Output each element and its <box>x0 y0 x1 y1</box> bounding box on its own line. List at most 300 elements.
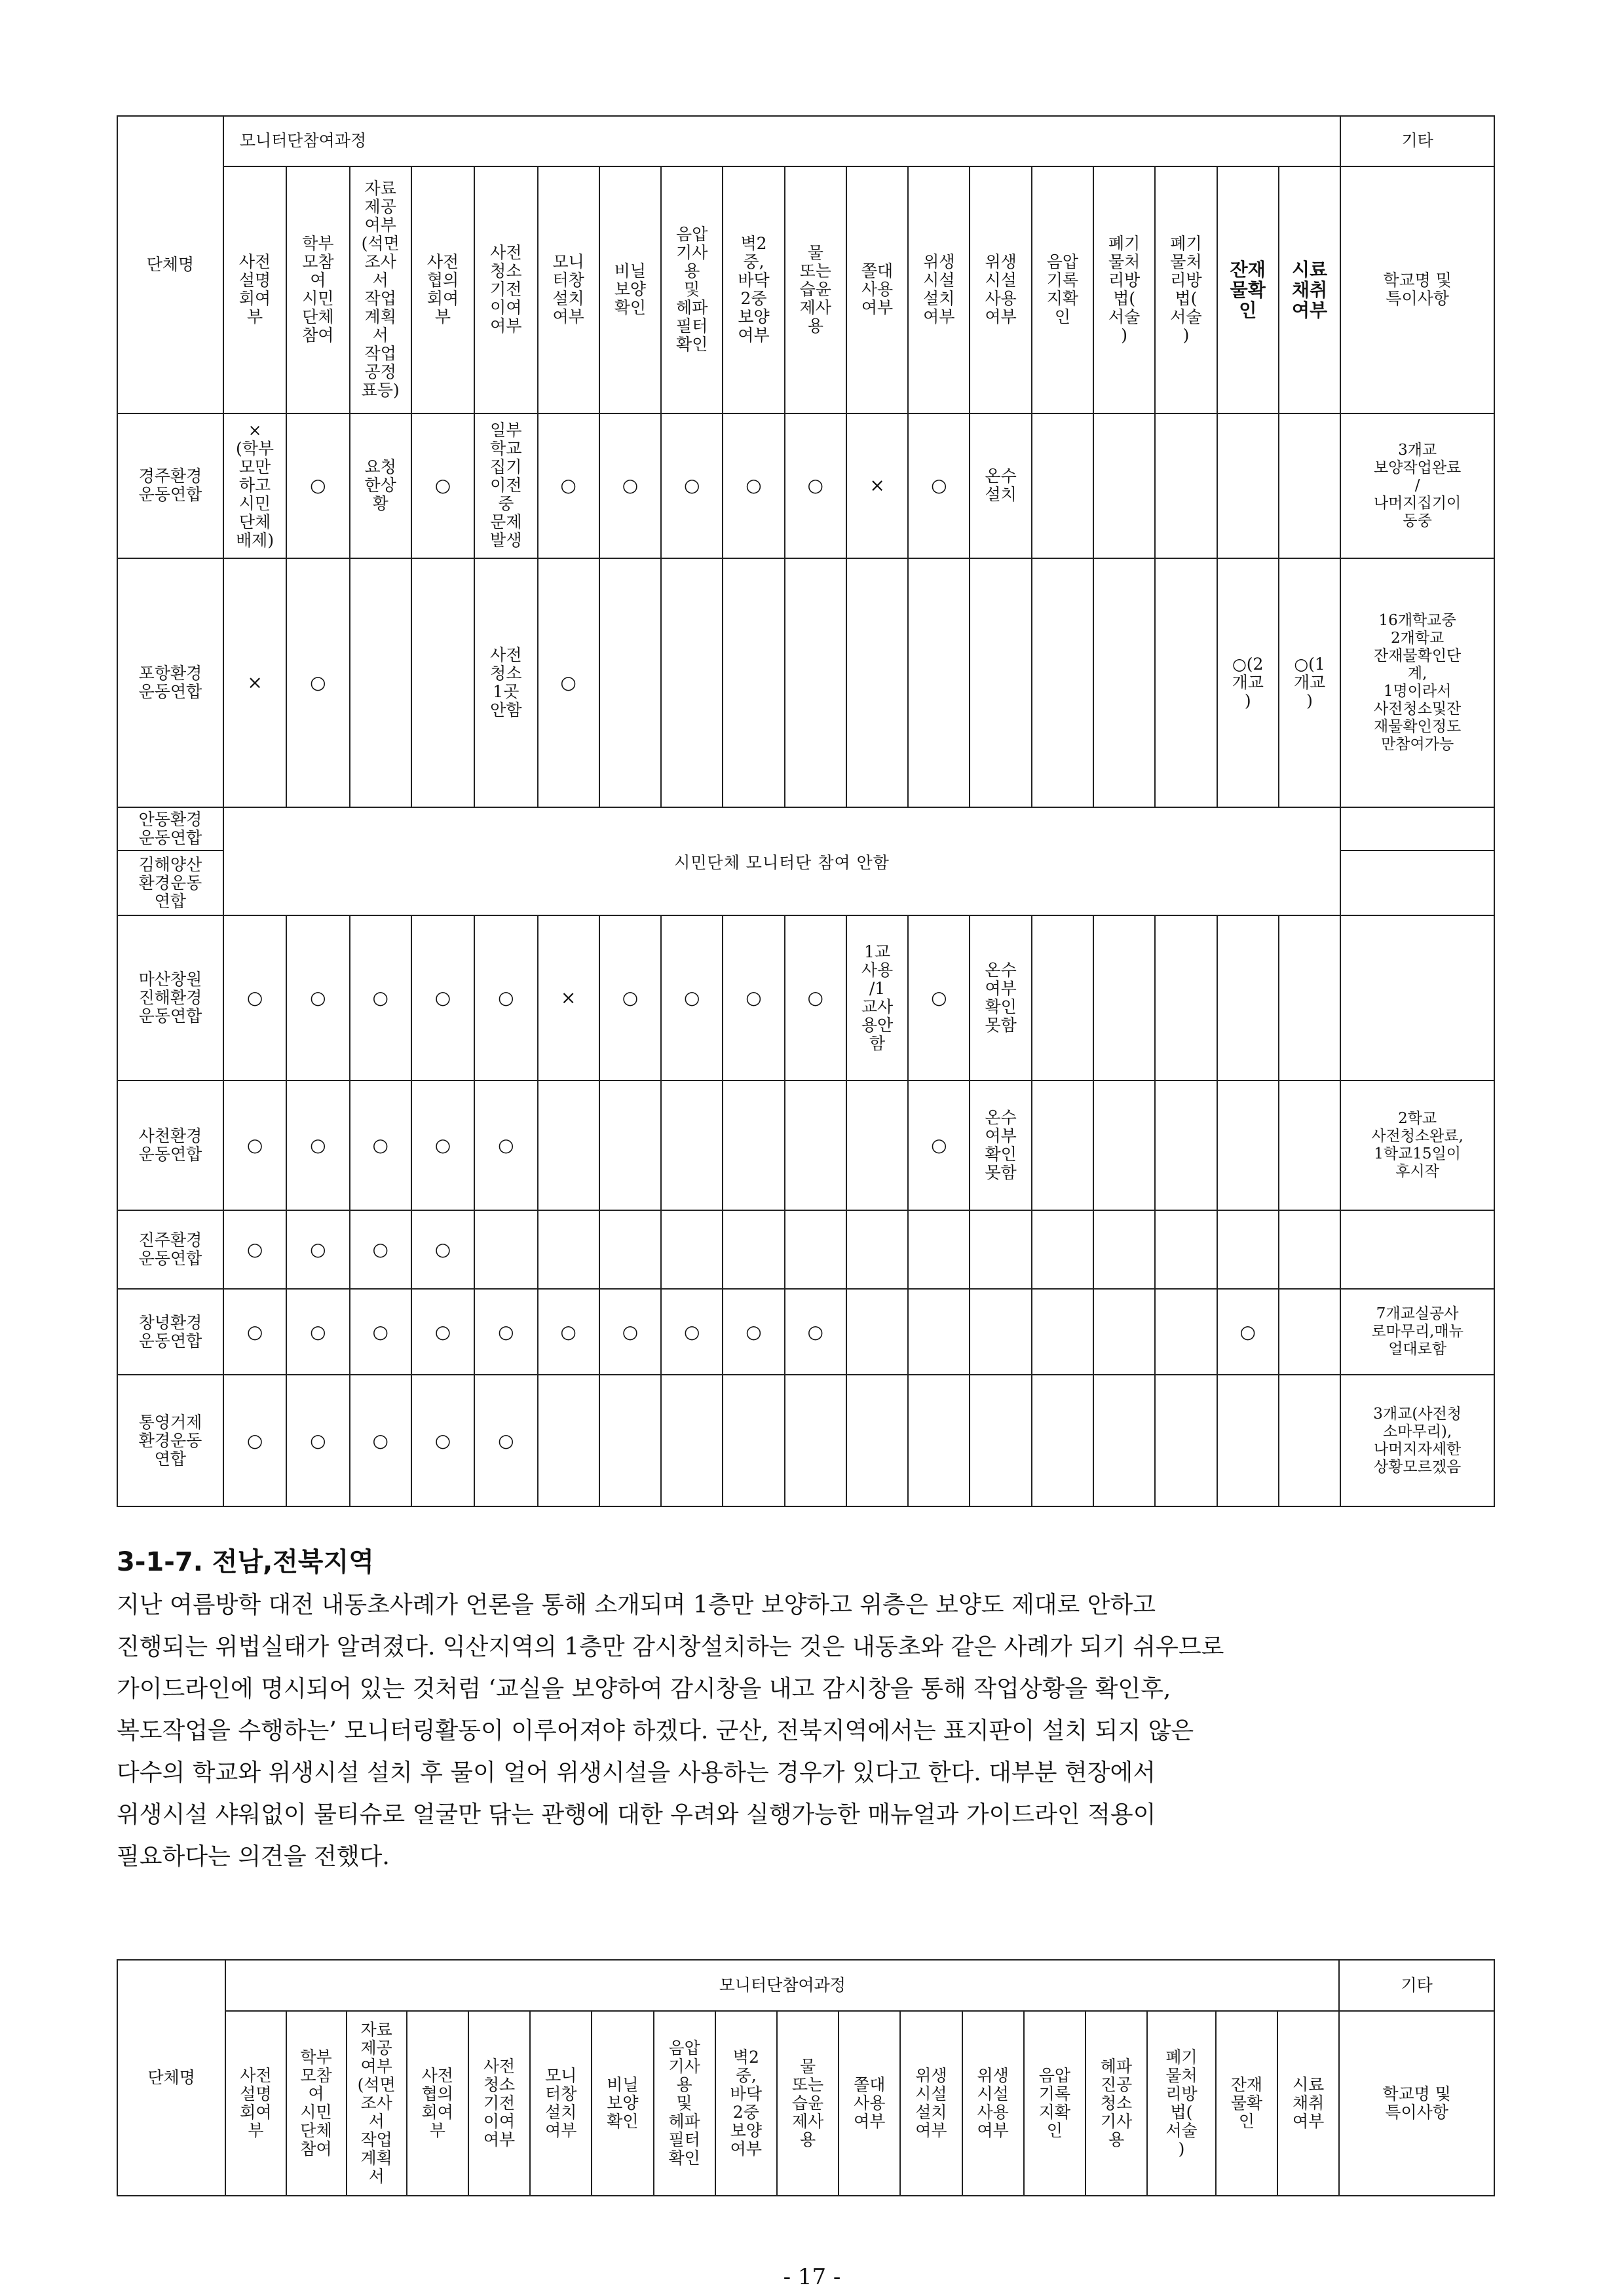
status-cell-text: ○ <box>746 474 762 497</box>
status-cell <box>723 1210 784 1289</box>
status-cell <box>1279 1289 1340 1375</box>
column-header-text: 사전 청소 기전 이여 여부 <box>490 243 522 336</box>
status-cell-text: ○ <box>246 1134 263 1156</box>
status-cell <box>1155 1210 1217 1289</box>
column-header <box>715 2011 777 2196</box>
column-header-text: 위생 시설 설치 여부 <box>923 252 955 327</box>
status-cell-text: ○ <box>746 987 762 1009</box>
status-cell-text: 사전 청소 1곳 안함 <box>490 645 522 719</box>
column-header <box>592 2011 653 2196</box>
org-name <box>117 1289 223 1375</box>
status-cell <box>908 1289 970 1375</box>
body-line: 필요하다는 의견을 전했다. <box>117 1843 390 1870</box>
etc-header-text: 기타 <box>1401 131 1433 151</box>
status-cell-text: ○ <box>310 1429 326 1451</box>
org-name <box>117 807 223 851</box>
column-header-text: 벽2 중, 바닥 2중 보양 여부 <box>730 2048 762 2158</box>
status-cell-text: ○ <box>683 987 700 1009</box>
status-cell <box>1155 1289 1217 1375</box>
status-cell <box>1217 1289 1279 1375</box>
status-cell <box>350 1081 411 1211</box>
org-name <box>117 915 223 1080</box>
status-cell <box>1217 1210 1279 1289</box>
status-cell <box>474 558 537 808</box>
status-cell-text: ○ <box>560 1320 576 1343</box>
status-cell <box>661 1375 723 1506</box>
body-line: 복도작업을 수행하는’ 모니터링활동이 이루어져야 하겠다. 군산, 전북지역에서는 표지판이 설치 되지 않은 <box>117 1717 1194 1744</box>
column-header-text: 비닐 보양 확인 <box>607 2075 639 2131</box>
column-header <box>1216 2011 1277 2196</box>
org-name <box>117 1081 223 1211</box>
status-cell <box>1217 413 1279 558</box>
header-row <box>117 1960 1494 2011</box>
note-cell <box>1340 1081 1494 1211</box>
status-cell-text: ○ <box>372 1429 388 1451</box>
column-header-text: 음압 기록 지확 인 <box>1046 252 1079 327</box>
status-cell <box>223 1289 286 1375</box>
group-header-text: 모니터단참여과정 <box>239 131 367 151</box>
column-header <box>350 166 411 413</box>
status-cell <box>1279 558 1340 808</box>
status-cell-text: ○ <box>807 1320 823 1343</box>
status-cell <box>785 413 846 558</box>
status-cell-text: ○ <box>434 1134 451 1156</box>
status-cell <box>350 1210 411 1289</box>
group-header <box>225 1960 1339 2011</box>
status-cell <box>474 1081 537 1211</box>
status-cell-text: 온수 여부 확인 못함 <box>985 961 1017 1035</box>
status-cell <box>785 915 846 1080</box>
status-cell-text: ○ <box>434 474 451 497</box>
column-header <box>1155 166 1217 413</box>
column-header <box>1032 166 1093 413</box>
column-header-text: 음압 기록 지확 인 <box>1038 2066 1070 2140</box>
status-cell <box>1279 915 1340 1080</box>
status-cell <box>1155 915 1217 1080</box>
status-cell <box>223 1375 286 1506</box>
status-cell-text: ○ <box>434 1320 451 1343</box>
column-header-text: 벽2 중, 바닥 2중 보양 여부 <box>738 234 770 345</box>
status-cell <box>286 1375 349 1506</box>
org-name <box>117 413 223 558</box>
status-cell <box>411 1210 474 1289</box>
status-cell <box>1032 1289 1093 1375</box>
status-cell <box>908 1375 970 1506</box>
column-header <box>1086 2011 1147 2196</box>
column-header <box>970 166 1031 413</box>
status-cell-text: ○ <box>372 987 388 1009</box>
column-header-text: 자료 제공 여부 (석면 조사 서 작업 계획 서 작업 공정 표등) <box>361 179 400 400</box>
table-row <box>117 413 1494 558</box>
column-header-text: 쫄대 사용 여부 <box>854 2075 886 2131</box>
status-cell <box>538 558 599 808</box>
status-cell <box>350 413 411 558</box>
column-header <box>661 166 723 413</box>
body-line: 지난 여름방학 대전 내동초사례가 언론을 통해 소개되며 1층만 보양하고 위층은 보양도 제대로 안하고 <box>117 1592 1156 1618</box>
status-cell-text: × <box>560 987 576 1009</box>
status-cell <box>1032 915 1093 1080</box>
status-cell <box>1032 1210 1093 1289</box>
column-header-text: 사전 설명 회여 부 <box>240 2066 272 2140</box>
note-header <box>1339 2011 1494 2196</box>
status-cell-text: ○ <box>310 671 326 693</box>
status-cell <box>350 1375 411 1506</box>
status-cell <box>1032 1081 1093 1211</box>
column-header-text: 음압 기사 용 및 헤파 필터 확인 <box>668 2038 700 2168</box>
status-cell-text: ○ <box>246 987 263 1009</box>
column-header <box>225 2011 286 2196</box>
note-header-text: 학교명 및 특이사항 <box>1382 2084 1451 2122</box>
note-cell <box>1340 413 1494 558</box>
note-cell-text: 7개교실공사 로마무리,매뉴 얼대로함 <box>1371 1305 1463 1358</box>
note-header-text: 학교명 및 특이사항 <box>1383 271 1452 309</box>
column-header <box>839 2011 900 2196</box>
column-header-text: 물 또는 습윤 제사 용 <box>791 2057 824 2149</box>
column-header-text: 헤파 진공 청소 기사 용 <box>1100 2057 1133 2149</box>
column-header-row <box>117 2011 1494 2196</box>
status-cell-text: ○ <box>807 474 823 497</box>
column-header-text: 사전 협의 회여 부 <box>426 252 459 327</box>
column-header-text: 쫄대 사용 여부 <box>861 261 894 318</box>
status-cell <box>599 413 661 558</box>
status-cell-text: ○(2 개교 ) <box>1232 654 1264 710</box>
column-header <box>785 166 846 413</box>
status-cell <box>846 1081 908 1211</box>
note-cell <box>1340 558 1494 808</box>
column-header-text: 학부 모참 여 시민 단체 참여 <box>302 234 334 345</box>
status-cell <box>661 915 723 1080</box>
column-header-text: 모니 터창 설치 여부 <box>545 2066 577 2140</box>
status-cell <box>1093 558 1155 808</box>
table-row <box>117 1210 1494 1289</box>
status-cell <box>846 1289 908 1375</box>
note-cell <box>1340 1289 1494 1375</box>
monitoring-table-jeolla <box>117 1959 1495 2195</box>
status-cell <box>723 1289 784 1375</box>
column-header <box>900 2011 962 2196</box>
status-cell-text: ○ <box>622 987 639 1009</box>
status-cell <box>908 1081 970 1211</box>
status-cell-text: × (학부 모만 하고 시민 단체 배제) <box>236 421 274 550</box>
note-cell <box>1340 1375 1494 1506</box>
column-header <box>1147 2011 1216 2196</box>
status-cell <box>599 1289 661 1375</box>
column-header-text: 위생 시설 설치 여부 <box>915 2066 947 2140</box>
column-header <box>777 2011 839 2196</box>
status-cell <box>1093 1375 1155 1506</box>
page-number: - 17 - <box>783 2264 841 2290</box>
status-cell <box>846 558 908 808</box>
status-cell <box>1093 413 1155 558</box>
table-row <box>117 1081 1494 1211</box>
status-cell-text: ○ <box>807 987 823 1009</box>
note-cell <box>1340 807 1494 851</box>
status-cell <box>970 413 1031 558</box>
column-header <box>286 2011 347 2196</box>
etc-header-text: 기타 <box>1401 1976 1433 1995</box>
status-cell <box>474 1210 537 1289</box>
status-cell <box>1155 1081 1217 1211</box>
status-cell <box>1279 413 1340 558</box>
column-header-text: 사전 청소 기전 이여 여부 <box>483 2057 516 2149</box>
note-cell-text: 3개교 보양작업완료 / 나머지집기이 동중 <box>1373 441 1462 529</box>
no-participation-cell-text: 시민단체 모니터단 참여 안함 <box>674 852 890 872</box>
status-cell <box>1155 413 1217 558</box>
status-cell <box>1279 1375 1340 1506</box>
table-row <box>117 807 1494 851</box>
status-cell <box>785 1210 846 1289</box>
org-name-header-text: 단체명 <box>147 2068 195 2087</box>
status-cell <box>723 1081 784 1211</box>
column-header <box>347 2011 407 2196</box>
status-cell <box>723 1375 784 1506</box>
status-cell <box>785 558 846 808</box>
status-cell-text: ○ <box>931 1134 947 1156</box>
column-header-text: 위생 시설 사용 여부 <box>977 2066 1009 2140</box>
org-name-header <box>117 1960 225 2196</box>
org-name-text: 통영거제 환경운동 연합 <box>138 1412 202 1468</box>
status-cell-text: 온수 설치 <box>985 467 1017 505</box>
status-cell <box>908 558 970 808</box>
org-name-text: 포항환경 운동연합 <box>138 663 202 701</box>
status-cell <box>1093 1081 1155 1211</box>
column-header-text: 음압 기사 용 및 헤파 필터 확인 <box>676 225 708 354</box>
org-name-text: 안동환경 운동연합 <box>138 810 202 848</box>
org-name <box>117 1210 223 1289</box>
body-line: 진행되는 위법실태가 알려졌다. 익산지역의 1층만 감시창설치하는 것은 내동초와 같은 사례가 되기 쉬우므로 <box>117 1634 1224 1660</box>
status-cell <box>474 1289 537 1375</box>
status-cell-text: ○ <box>246 1238 263 1260</box>
status-cell-text: ○ <box>246 1320 263 1343</box>
status-cell <box>846 1210 908 1289</box>
status-cell <box>723 915 784 1080</box>
table-row <box>117 1289 1494 1375</box>
org-name-text: 김해양산 환경운동 연합 <box>138 854 202 911</box>
status-cell-text: ○ <box>931 474 947 497</box>
status-cell-text: × <box>869 474 885 497</box>
status-cell-text: ○ <box>746 1320 762 1343</box>
status-cell <box>970 1081 1031 1211</box>
status-cell-text: 요청 한상 황 <box>364 457 396 514</box>
status-cell <box>1217 558 1279 808</box>
status-cell-text: ○ <box>310 1134 326 1156</box>
status-cell-text: ○ <box>246 1429 263 1451</box>
org-name-header-text: 단체명 <box>146 254 195 274</box>
status-cell <box>286 1081 349 1211</box>
note-cell-text: 3개교(사전청 소마무리), 나머지자세한 상황모르겠음 <box>1373 1405 1462 1476</box>
column-header <box>1277 2011 1339 2196</box>
status-cell <box>661 1081 723 1211</box>
status-cell-text: ○ <box>372 1134 388 1156</box>
note-cell-text: 2학교 사전청소완료, 1학교15일이 후시작 <box>1371 1109 1463 1180</box>
table-row <box>117 915 1494 1080</box>
column-header-row <box>117 166 1494 413</box>
status-cell <box>474 915 537 1080</box>
status-cell <box>908 915 970 1080</box>
status-cell <box>661 413 723 558</box>
note-cell-text: 16개학교중 2개학교 잔재물확인단 계, 1명이라서 사전청소및잔 재물확인정도 만참여가능 <box>1373 611 1462 753</box>
status-cell <box>350 915 411 1080</box>
section-body <box>117 1584 1508 1878</box>
status-cell <box>599 1375 661 1506</box>
org-name <box>117 851 223 915</box>
status-cell <box>661 1210 723 1289</box>
status-cell <box>411 1289 474 1375</box>
monitoring-table-gyeongbuk <box>117 115 1495 1507</box>
column-header-text: 위생 시설 사용 여부 <box>985 252 1017 327</box>
column-header <box>846 166 908 413</box>
status-cell <box>599 915 661 1080</box>
org-name-text: 마산창원 진해환경 운동연합 <box>138 970 202 1026</box>
status-cell <box>970 1375 1031 1506</box>
column-header-text: 잔재 물확 인 <box>1230 258 1266 321</box>
status-cell <box>599 558 661 808</box>
status-cell-text: ○ <box>683 1320 700 1343</box>
note-header <box>1340 166 1494 413</box>
status-cell <box>538 413 599 558</box>
status-cell <box>846 1375 908 1506</box>
status-cell <box>846 413 908 558</box>
status-cell <box>1217 1081 1279 1211</box>
header-row <box>117 116 1494 166</box>
status-cell-text: ○ <box>434 1429 451 1451</box>
status-cell <box>1279 1081 1340 1211</box>
column-header-text: 물 또는 습윤 제사 용 <box>799 243 831 336</box>
column-header <box>1024 2011 1086 2196</box>
column-header <box>474 166 537 413</box>
status-cell <box>286 558 349 808</box>
column-header <box>468 2011 530 2196</box>
column-header <box>411 166 474 413</box>
column-header-text: 폐기 물처 리방 법( 서술 ) <box>1165 2048 1198 2158</box>
status-cell <box>350 1289 411 1375</box>
column-header <box>962 2011 1024 2196</box>
status-cell <box>661 1289 723 1375</box>
column-header <box>1279 166 1340 413</box>
status-cell <box>1032 558 1093 808</box>
table-row <box>117 1375 1494 1506</box>
status-cell <box>723 558 784 808</box>
column-header <box>908 166 970 413</box>
column-header <box>538 166 599 413</box>
status-cell <box>1093 1210 1155 1289</box>
column-header-text: 잔재 물확 인 <box>1230 2075 1263 2131</box>
status-cell-text: ○ <box>498 1134 514 1156</box>
status-cell-text: 온수 여부 확인 못함 <box>985 1107 1017 1182</box>
status-cell <box>411 1375 474 1506</box>
status-cell-text: ○ <box>622 474 639 497</box>
status-cell-text: ○ <box>1239 1320 1256 1343</box>
status-cell <box>970 1210 1031 1289</box>
status-cell <box>286 915 349 1080</box>
org-name-text: 진주환경 운동연합 <box>138 1230 202 1268</box>
no-participation-cell <box>223 807 1340 915</box>
status-cell <box>474 413 537 558</box>
status-cell <box>538 1210 599 1289</box>
status-cell <box>411 413 474 558</box>
status-cell <box>599 1081 661 1211</box>
status-cell <box>474 1375 537 1506</box>
status-cell <box>223 1081 286 1211</box>
group-header-text: 모니터단참여과정 <box>719 1976 846 1995</box>
column-header-text: 폐기 물처 리방 법( 서술 ) <box>1108 234 1141 345</box>
status-cell <box>1217 915 1279 1080</box>
status-cell <box>350 558 411 808</box>
status-cell-text: ○ <box>310 987 326 1009</box>
org-name <box>117 558 223 808</box>
column-header-text: 사전 협의 회여 부 <box>421 2066 453 2140</box>
table-row <box>117 558 1494 808</box>
status-cell <box>286 413 349 558</box>
status-cell <box>1217 1375 1279 1506</box>
status-cell <box>908 1210 970 1289</box>
column-header <box>723 166 784 413</box>
status-cell-text: ○(1 개교 ) <box>1293 654 1326 710</box>
status-cell-text: ○ <box>683 474 700 497</box>
status-cell <box>411 915 474 1080</box>
status-cell <box>1279 1210 1340 1289</box>
column-header <box>599 166 661 413</box>
column-header <box>654 2011 715 2196</box>
status-cell-text: ○ <box>310 474 326 497</box>
status-cell <box>970 558 1031 808</box>
status-cell-text: 일부 학교 집기 이전 중 문제 발생 <box>490 421 522 550</box>
status-cell <box>538 915 599 1080</box>
column-header <box>530 2011 592 2196</box>
status-cell <box>538 1081 599 1211</box>
status-cell <box>785 1289 846 1375</box>
etc-header <box>1340 116 1494 166</box>
status-cell-text: × <box>247 671 263 693</box>
status-cell <box>785 1375 846 1506</box>
status-cell-text: ○ <box>498 1320 514 1343</box>
status-cell <box>970 1289 1031 1375</box>
org-name-text: 창녕환경 운동연합 <box>138 1312 202 1350</box>
status-cell <box>538 1375 599 1506</box>
status-cell-text: ○ <box>560 671 576 693</box>
status-cell-text: ○ <box>372 1320 388 1343</box>
etc-header <box>1339 1960 1494 2011</box>
status-cell <box>1155 558 1217 808</box>
status-cell-text: ○ <box>310 1238 326 1260</box>
column-header <box>1217 166 1279 413</box>
status-cell <box>599 1210 661 1289</box>
status-cell <box>785 1081 846 1211</box>
status-cell-text: 1교 사용 /1 교사 용안 함 <box>861 942 894 1054</box>
column-header <box>1093 166 1155 413</box>
body-line: 위생시설 샤워없이 물티슈로 얼굴만 닦는 관행에 대한 우려와 실행가능한 매뉴얼과 가이드라인 적용이 <box>117 1801 1156 1828</box>
column-header-text: 자료 제공 여부 (석면 조사 서 작업 계획 서 <box>357 2020 396 2186</box>
org-name <box>117 1375 223 1506</box>
status-cell-text: ○ <box>498 987 514 1009</box>
status-cell <box>908 413 970 558</box>
status-cell-text: ○ <box>310 1320 326 1343</box>
column-header <box>286 166 349 413</box>
org-name-header <box>117 116 223 413</box>
column-header <box>407 2011 468 2196</box>
status-cell <box>723 413 784 558</box>
status-cell-text: ○ <box>560 474 576 497</box>
body-line: 가이드라인에 명시되어 있는 것처럼 ‘교실을 보양하여 감시창을 내고 감시창을 통해 작업상황을 확인후, <box>117 1675 1171 1702</box>
status-cell <box>286 1289 349 1375</box>
status-cell <box>411 1081 474 1211</box>
column-header-text: 모니 터창 설치 여부 <box>552 252 584 327</box>
status-cell <box>1093 915 1155 1080</box>
status-cell <box>411 558 474 808</box>
status-cell <box>223 1210 286 1289</box>
status-cell-text: ○ <box>498 1429 514 1451</box>
status-cell-text: ○ <box>622 1320 639 1343</box>
